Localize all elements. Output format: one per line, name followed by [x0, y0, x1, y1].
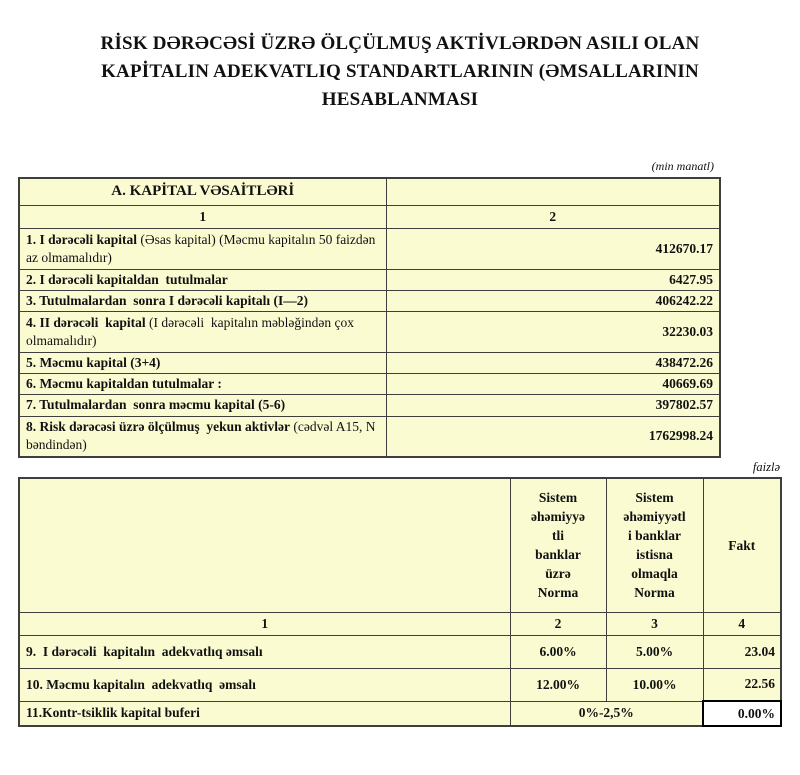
header-line: olmaqla [631, 566, 678, 582]
table-row-3 [19, 290, 720, 311]
row-label [19, 416, 386, 457]
table-row-2 [19, 269, 720, 290]
header-norma-sib [510, 478, 606, 612]
row-value: 6427.95 [386, 269, 720, 290]
header-line: i banklar [628, 528, 681, 544]
row-label-bold: 1. I dərəcəli kapital [26, 231, 137, 247]
row-label [19, 269, 386, 290]
row-label: 11.Kontr-tsiklik kapital buferi [19, 701, 510, 726]
row-label-rest: (cədvəl A15, N bəndindən) [26, 419, 379, 453]
fakt-value-highlight: 0.00% [703, 701, 781, 726]
col-number-1: 1 [19, 205, 386, 228]
row-label-bold: 4. II dərəcəli kapital [26, 314, 146, 330]
col-number-1: 1 [19, 612, 510, 635]
row-label-bold: 8. Risk dərəcəsi üzrə ölçülmuş yekun aktivlər [26, 419, 290, 435]
row-value: 40669.69 [386, 373, 720, 394]
row-label [19, 373, 386, 394]
column-number-row [19, 205, 720, 228]
row-label-bold: 5. Məcmu kapital (3+4) [26, 354, 161, 370]
table-row-4 [19, 311, 720, 352]
col-number-2: 2 [510, 612, 606, 635]
capital-funds-table [18, 177, 721, 458]
table-row-10 [19, 668, 781, 701]
row-value: 438472.26 [386, 352, 720, 373]
row-value: 412670.17 [386, 228, 720, 269]
adequacy-ratios-table [18, 477, 782, 727]
header-row [19, 478, 781, 612]
document-title [40, 30, 760, 114]
column-number-row [19, 612, 781, 635]
row-label [19, 228, 386, 269]
row-label [19, 352, 386, 373]
header-line: banklar [535, 547, 581, 563]
row-label-bold: 7. Tutulmalardan sonra məcmu kapital (5-6) [26, 397, 286, 412]
header-line: üzrə [545, 566, 571, 582]
row-value: 406242.22 [386, 290, 720, 311]
row-label [19, 394, 386, 416]
header-line: Norma [537, 585, 579, 601]
row-value: 1762998.24 [386, 416, 720, 457]
table-row-8 [19, 416, 720, 457]
fakt-value: 22.56 [703, 668, 781, 701]
header-line: Sistem [538, 490, 578, 506]
col-number-3: 3 [606, 612, 703, 635]
section-header-row [19, 178, 720, 205]
row-label-bold: 6. Məcmu kapitaldan tutulmalar : [26, 375, 222, 391]
table-row-7 [19, 394, 720, 416]
row-label [19, 290, 386, 311]
document-title-line-3: HESABLANMASI [321, 89, 479, 110]
table-row-9 [19, 635, 781, 668]
document-title-line-2: KAPİTALIN ADEKVATLIQ STANDARTLARININ (ƏMSALLARININ [101, 61, 699, 82]
header-line: əhəmiyyə [531, 509, 585, 525]
row-label-rest: (I dərəcəli kapitalın məbləğindən çox olmamalıdır) [26, 314, 358, 348]
norma-excl-value: 5.00% [606, 635, 703, 668]
row-value: 397802.57 [386, 394, 720, 416]
header-line: istisna [636, 547, 673, 563]
row-label: 9. I dərəcəli kapitalın adekvatlıq əmsalı [19, 635, 510, 668]
row-label [19, 311, 386, 352]
row-label: 10. Məcmu kapitalın adekvatlıq əmsalı [19, 668, 510, 701]
norma-excl-value: 10.00% [606, 668, 703, 701]
fakt-value: 23.04 [703, 635, 781, 668]
header-line: əhəmiyyətl [623, 509, 686, 525]
table-row-1 [19, 228, 720, 269]
header-line: Sistem [635, 490, 674, 506]
row-label-bold: 3. Tutulmalardan sonra I dərəcəli kapitalı (I—2) [26, 292, 309, 308]
row-label-bold: 2. I dərəcəli kapitaldan tutulmalar [26, 271, 228, 287]
section-header-empty-cell [386, 178, 720, 205]
row-value: 32230.03 [386, 311, 720, 352]
norma-sib-value: 12.00% [510, 668, 606, 701]
header-empty-cell [19, 478, 510, 612]
row-label-rest: (Əsas kapital) (Məcmu kapitalın 50 faizdən az olmamalıdır) [26, 231, 383, 265]
table-row-11 [19, 701, 781, 726]
header-fakt: Fakt [703, 478, 781, 612]
header-line: tli [552, 528, 564, 544]
col-number-4: 4 [703, 612, 781, 635]
table-row-6 [19, 373, 720, 394]
norma-range-value: 0%-2,5% [510, 701, 703, 726]
header-norma-excl [606, 478, 703, 612]
col-number-2: 2 [386, 205, 720, 228]
section-header: A. KAPİTAL VƏSAİTLƏRİ [19, 178, 386, 205]
header-line: Norma [634, 585, 675, 601]
document-title-line-1: RİSK DƏRƏCƏSİ ÜZRƏ ÖLÇÜLMUŞ AKTİVLƏRDƏN ASILI OLAN [100, 33, 700, 54]
percent-note: faizlə [752, 460, 780, 474]
table-row-5 [19, 352, 720, 373]
norma-sib-value: 6.00% [510, 635, 606, 668]
unit-note: (min manatl) [651, 159, 714, 173]
